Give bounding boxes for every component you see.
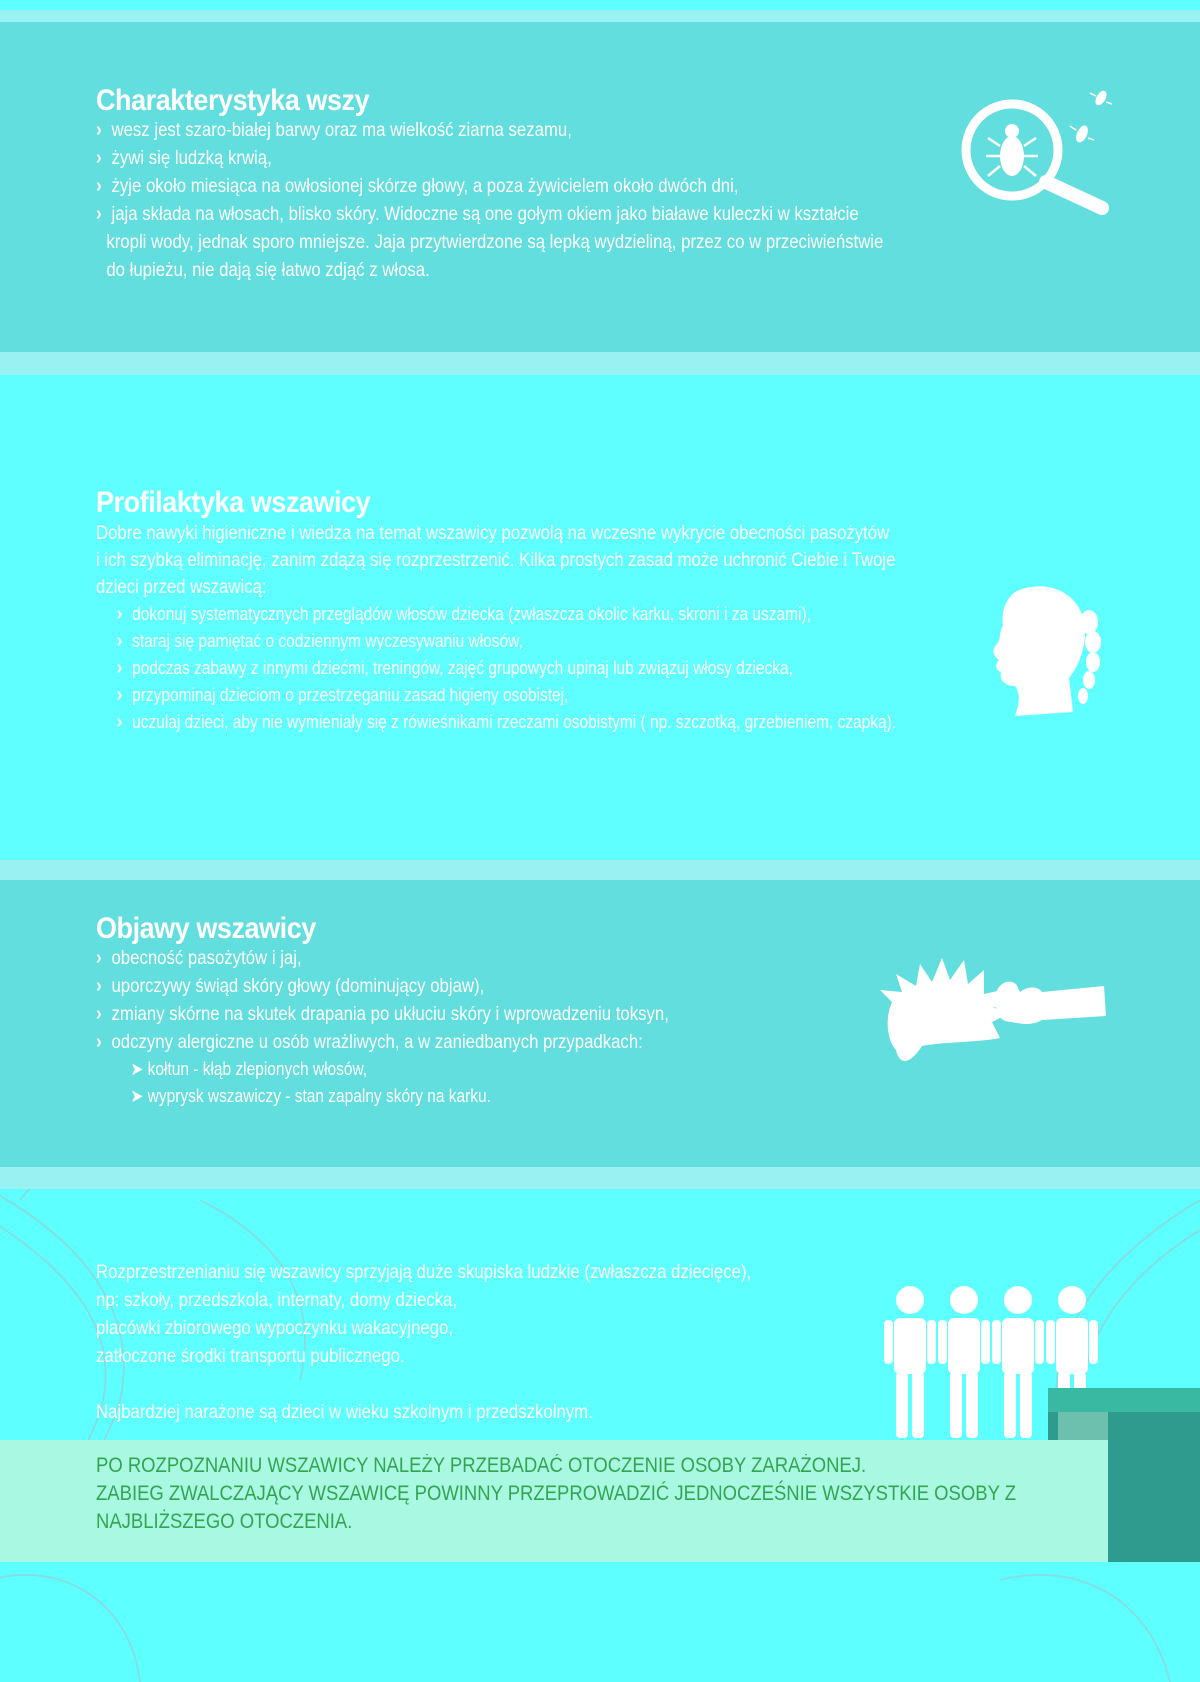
divider: [0, 860, 1200, 880]
list-item: › zmiany skórne na skutek drapania po ukłuciu skóry i wprowadzeniu toksyn,: [96, 1000, 669, 1028]
sub-list-item: ➤ kołtun - kłąb zlepionych włosów,: [130, 1059, 368, 1079]
section-characteristics: [96, 84, 1012, 284]
list-item: › wesz jest szaro-białej barwy oraz ma wielkość ziarna sezamu,: [96, 116, 883, 144]
list-item-continuation: kropli wody, jednak sporo mniejsze. Jaja przytwierdzone są lepką wydzieliną, przez co w przeciwieństwie: [106, 231, 884, 253]
chevron-right-icon: ›: [96, 1031, 102, 1053]
list-item: › staraj się pamiętać o codziennym wyczesywaniu włosów,: [117, 628, 896, 655]
spread-text: Rozprzestrzenianiu się wszawicy sprzyjają duże skupiska ludzkie (zwłaszcza dziecięce), np: szkoły, przedszkola, internaty, domy dziecka, placówki zbiorowego wypoczynku wakacyjnego, zatłoczone środki transportu publicznego. Najbardziej narażone są dzieci w wieku szkolnym i przedszkolnym.: [96, 1258, 751, 1426]
chevron-right-icon: ›: [116, 711, 123, 733]
divider: [0, 352, 1200, 375]
list-item: › uczulaj dzieci, aby nie wymieniały się z rówieśnikami rzeczami osobistymi ( np. szczotką, grzebieniem, czapką).: [117, 709, 896, 736]
list-item-continuation: do łupieżu, nie dają się łatwo zdjąć z włosa.: [106, 259, 430, 281]
section-spread: [96, 1258, 858, 1426]
chevron-right-icon: ›: [96, 175, 102, 197]
chevron-right-icon: ›: [116, 603, 123, 625]
chevron-right-icon: ›: [96, 203, 102, 225]
chevron-right-icon: ›: [96, 1003, 102, 1025]
list-item: › dokonuj systematycznych przeglądów włosów dziecka (zwłaszcza okolic karku, skroni i za uszami),: [117, 601, 896, 628]
divider: [0, 1167, 1200, 1189]
symptoms-list: [96, 944, 669, 1110]
section-title: Objawy wszawicy: [96, 912, 316, 945]
characteristics-list: [96, 116, 883, 284]
sub-list-item: ➤ wyprysk wszawiczy - stan zapalny skóry na karku.: [130, 1086, 491, 1106]
chevron-right-icon: ›: [116, 630, 123, 652]
arrow-right-icon: ➤: [130, 1086, 148, 1106]
list-item: › jaja składa na włosach, blisko skóry. Widoczne są one gołym okiem jako białawe kuleczki w kształcie: [96, 200, 883, 228]
list-item: › uporczywy świąd skóry głowy (dominujący objaw),: [96, 972, 669, 1000]
list-item: › przypominaj dzieciom o przestrzeganiu zasad higieny osobistej,: [117, 682, 896, 709]
chevron-right-icon: ›: [116, 684, 123, 706]
divider: [0, 10, 1200, 22]
section-symptoms: [96, 912, 762, 1110]
list-item: › odczyny alergiczne u osób wrażliwych, a w zaniedbanych przypadkach:: [96, 1028, 669, 1056]
list-item: › żywi się ludzką krwią,: [96, 144, 883, 172]
chevron-right-icon: ›: [96, 147, 102, 169]
warning-banner-text: PO ROZPOZNANIU WSZAWICY NALEŻY PRZEBADAĆ OTOCZENIE OSOBY ZARAŻONEJ. ZABIEG ZWALCZAJĄCY WSZAWICĘ POWINNY PRZEPROWADZIĆ JEDNOCZEŚNIE WSZYSTKIE OSOBY Z NAJBLIŻSZEGO OTOCZENIA.: [96, 1454, 1016, 1533]
banner-ribbon-top: [1048, 1388, 1200, 1414]
section-title: Profilaktyka wszawicy: [96, 486, 371, 519]
prevention-list: [96, 601, 896, 736]
chevron-right-icon: ›: [116, 657, 123, 679]
section-prevention: [96, 486, 1026, 736]
risk-note: Najbardziej narażone są dzieci w wieku szkolnym i przedszkolnym.: [96, 1401, 593, 1423]
section-title: Charakterystyka wszy: [96, 84, 370, 117]
arrow-right-icon: ➤: [130, 1059, 148, 1079]
list-item: › podczas zabawy z innymi dziećmi, treningów, zajęć grupowych upinaj lub związuj włosy dziecka,: [117, 655, 896, 682]
chevron-right-icon: ›: [96, 947, 102, 969]
chevron-right-icon: ›: [96, 975, 102, 997]
hand-scratching-hair-icon: [872, 950, 1112, 1080]
list-item: › żyje około miesiąca na owłosionej skórze głowy, a poza żywicielem około dwóch dni,: [96, 172, 883, 200]
list-item: › obecność pasożytów i jaj,: [96, 944, 669, 972]
magnifier-lice-icon: [960, 86, 1120, 216]
girl-profile-braid-icon: [985, 582, 1105, 722]
chevron-right-icon: ›: [96, 119, 102, 141]
prevention-intro: Dobre nawyki higieniczne i wiedza na temat wszawicy pozwolą na wczesne wykrycie obecności pasożytów i ich szybką eliminację, zanim zdążą się rozprzestrzenić. Kilka prostych zasad może uchronić Ciebie i Twoje dzieci przed wszawicą:: [96, 522, 896, 598]
